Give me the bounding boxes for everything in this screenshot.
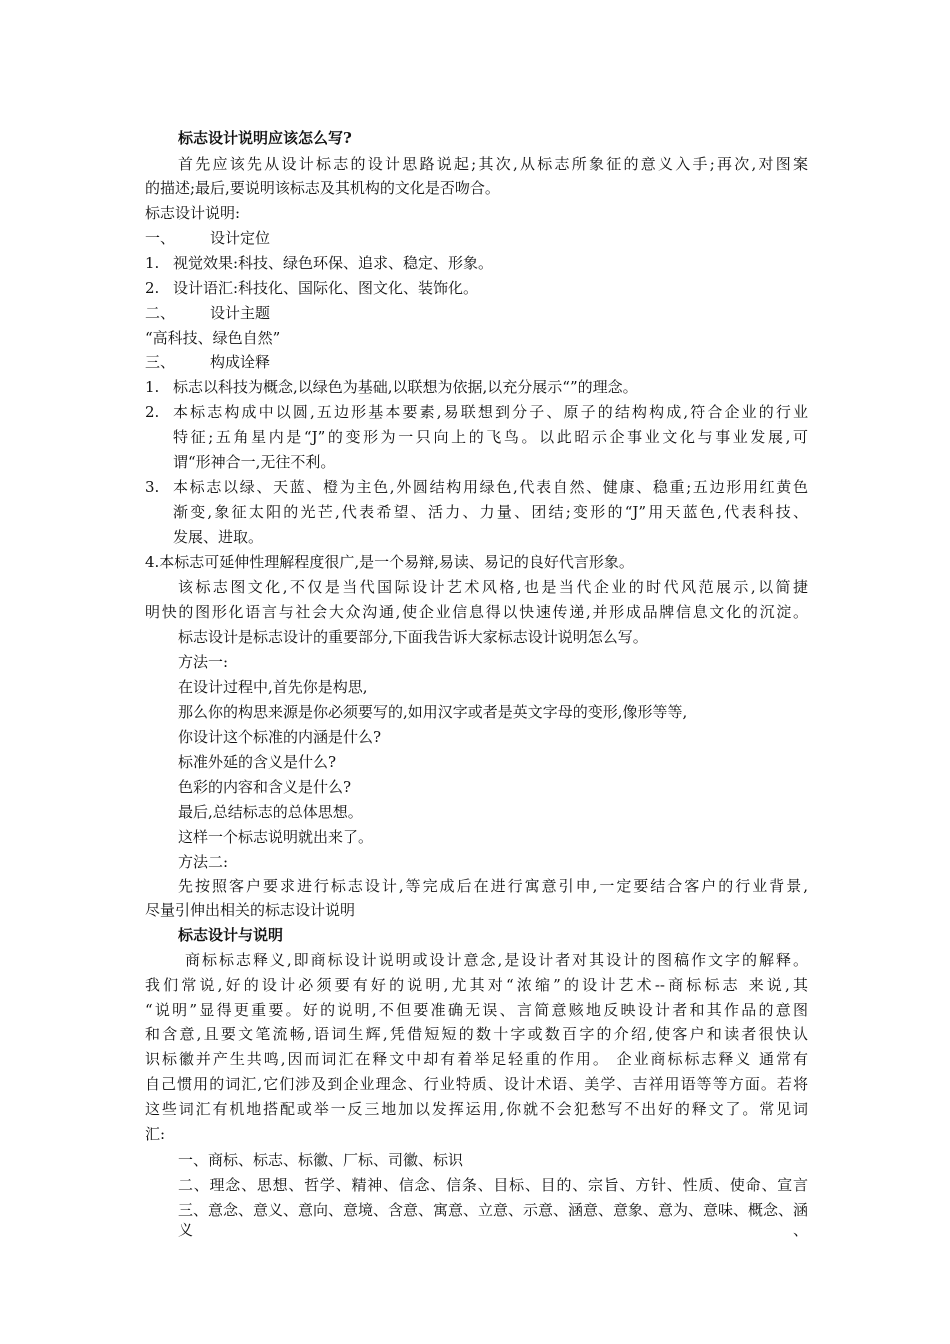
paragraph-line: 和含意,且要文笔流畅,语词生辉,凭借短短的数十字或数百字的介绍,使客户和读者很快认 [145, 1025, 808, 1043]
vocab-line: 二、理念、思想、哲学、精神、信念、信条、目标、目的、宗旨、方针、性质、使命、宣言 [178, 1176, 808, 1194]
list-item: 标志以科技为概念,以绿色为基础,以联想为依据,以充分展示“”的理念。 [173, 378, 638, 396]
section-number: 一、 [145, 229, 176, 247]
heading-title: 标志设计说明应该怎么写? [178, 129, 352, 147]
list-item: 渐变,象征太阳的光芒,代表希望、活力、力量、团结;变形的“J”用天蓝色,代表科技、 [173, 503, 808, 521]
list-item: 4.本标志可延伸性理解程度很广,是一个易辩,易读、易记的良好代言形象。 [145, 553, 634, 571]
paragraph-line: 这些词汇有机地搭配或举一反三地加以发挥运用,你就不会犯愁写不出好的释文了。常见词 [145, 1100, 808, 1118]
method-label: 方法二: [178, 853, 229, 871]
paragraph-line: 识标徽并产生共鸣,因而词汇在释文中却有着举足轻重的作用。 企业商标标志释义 通常有 [145, 1050, 808, 1068]
paragraph-line: 汇: [145, 1125, 166, 1143]
theme-text: “高科技、绿色自然” [145, 329, 281, 347]
section-label: 标志设计说明: [145, 204, 241, 222]
list-number: 3. [145, 478, 160, 496]
list-number: 2. [145, 403, 160, 421]
method-label: 方法一: [178, 653, 229, 671]
vocab-line: 三、意念、意义、意向、意境、含意、寓意、立意、示意、涵意、意象、意为、意味、概念、涵义、 [178, 1201, 809, 1239]
paragraph-line: 明快的图形化语言与社会大众沟通,使企业信息得以快速传递,并形成品牌信息文化的沉淀。 [145, 603, 808, 621]
paragraph-line: 标志设计是标志设计的重要部分,下面我告诉大家标志设计说明怎么写。 [178, 628, 648, 646]
method-line: 标准外延的含义是什么? [178, 753, 337, 771]
method-line: 在设计过程中,首先你是构思, [178, 678, 368, 696]
intro-line: 的描述;最后,要说明该标志及其机构的文化是否吻合。 [145, 179, 500, 197]
intro-line: 首先应该先从设计标志的设计思路说起;其次,从标志所象征的意义入手;再次,对图案 [178, 155, 808, 173]
list-item: 发展、进取。 [173, 528, 264, 546]
method-line: 你设计这个标准的内涵是什么? [178, 728, 382, 746]
list-number: 1. [145, 254, 160, 272]
method-line: 这样一个标志说明就出来了。 [178, 828, 374, 846]
section-title: 设计主题 [210, 304, 271, 322]
paragraph-line: “说明”显得更重要。好的说明,不但要准确无误、言简意赅地反映设计者和其作品的意图 [145, 1001, 808, 1019]
paragraph-line: 商标标志释义,即商标设计说明或设计意念,是设计者对其设计的图稿作文字的解释。 [185, 951, 808, 969]
method-line: 尽量引伸出相关的标志设计说明 [145, 901, 356, 919]
list-item: 本标志构成中以圆,五边形基本要素,易联想到分子、原子的结构构成,符合企业的行业 [173, 403, 808, 421]
paragraph-line: 自己惯用的词汇,它们涉及到企业理念、行业特质、设计术语、美学、吉祥用语等等方面。若将 [145, 1075, 808, 1093]
list-item: 谓“形神合一,无往不利。 [173, 453, 336, 471]
paragraph-line: 我们常说,好的设计必须要有好的说明,尤其对“浓缩”的设计艺术--商标标志 来说,其 [145, 976, 808, 994]
method-line: 最后,总结标志的总体思想。 [178, 803, 363, 821]
list-item: 视觉效果:科技、绿色环保、追求、稳定、形象。 [173, 254, 494, 272]
section-number: 三、 [145, 353, 176, 371]
method-line: 那么你的构思来源是你必须要写的,如用汉字或者是英文字母的变形,像形等等, [178, 703, 688, 721]
list-number: 2. [145, 279, 160, 297]
list-number: 1. [145, 378, 160, 396]
list-item: 本标志以绿、天蓝、橙为主色,外圆结构用绿色,代表自然、健康、稳重;五边形用红黄色 [173, 478, 808, 496]
section-title: 构成诠释 [210, 353, 271, 371]
heading-title: 标志设计与说明 [178, 926, 284, 944]
section-title: 设计定位 [210, 229, 271, 247]
vocab-line: 一、商标、标志、标徽、厂标、司徽、标识 [178, 1151, 464, 1169]
method-line: 色彩的内容和含义是什么? [178, 778, 352, 796]
method-line: 先按照客户要求进行标志设计,等完成后在进行寓意引申,一定要结合客户的行业背景, [178, 877, 808, 895]
list-item: 特征;五角星内是“J”的变形为一只向上的飞鸟。以此昭示企事业文化与事业发展,可 [173, 428, 808, 446]
section-number: 二、 [145, 304, 176, 322]
paragraph-line: 该标志图文化,不仅是当代国际设计艺术风格,也是当代企业的时代风范展示,以简捷 [178, 578, 808, 596]
list-item: 设计语汇:科技化、国际化、图文化、装饰化。 [173, 279, 479, 297]
